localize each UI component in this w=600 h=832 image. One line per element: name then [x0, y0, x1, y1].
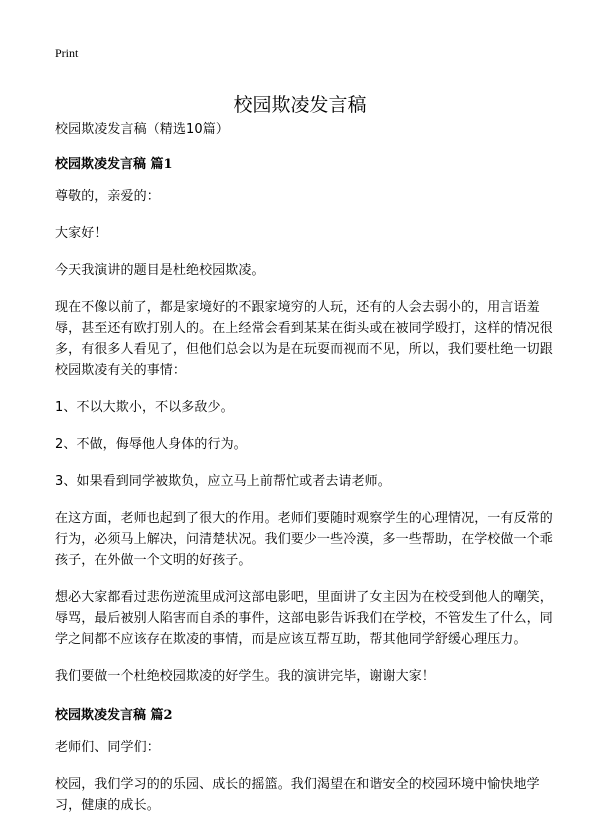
paragraph: 校园，我们学习的的乐园、成长的摇篮。我们渴望在和谐安全的校园环境中愉快地学习，健康的成长。	[55, 777, 540, 813]
paragraph: 现在不像以前了，都是家境好的不跟家境穷的人玩，还有的人会去弱小的，用言语羞辱，甚至还有欧打别人的。在上经常会看到某某在街头或在被同学殴打，这样的情况很多，有很多人看见了，但他们总会以为是在玩耍而视而不见，所以，我们要杜绝一切跟校园欺凌有关的事情：	[55, 300, 553, 378]
paragraph: 老师们、同学们：	[55, 740, 160, 755]
list-item: 3、如果看到同学被欺负，应立马上前帮忙或者去请老师。	[55, 474, 391, 489]
paragraph: 尊敬的，亲爱的：	[55, 189, 160, 204]
print-label: Print	[55, 46, 79, 60]
document-title: 校园欺凌发言稿	[233, 93, 367, 116]
paragraph: 大家好！	[55, 226, 108, 241]
paragraph: 在这方面，老师也起到了很大的作用。老师们要随时观察学生的心理情况，一有反常的行为，必须马上解决，问清楚状况。我们要少一些冷漠，多一些帮助，在学校做一个乖孩子，在外做一个文明的好孩子。	[55, 511, 553, 568]
paragraph: 今天我演讲的题目是杜绝校园欺凌。	[55, 263, 265, 278]
section-heading-2: 校园欺凌发言稿 篇2	[55, 708, 173, 723]
document-body	[55, 119, 555, 832]
paragraph: 我们要做一个杜绝校园欺凌的好学生。我的演讲完毕，谢谢大家！	[55, 669, 435, 684]
document-subtitle: 校园欺凌发言稿（精选10篇）	[55, 122, 229, 137]
list-item: 2、不做，侮辱他人身体的行为。	[55, 437, 247, 452]
section-heading-1: 校园欺凌发言稿 篇1	[55, 157, 173, 172]
paragraph: 想必大家都看过悲伤逆流里成河这部电影吧，里面讲了女主因为在校受到他人的嘲笑，辱骂，最后被别人陷害而自杀的事件，这部电影告诉我们在学校，不管发生了什么，同学之间都不应该存在欺凌的事情，而是应该互帮互助，帮其他同学舒缓心理压力。	[55, 590, 553, 647]
list-item: 1、不以大欺小，不以多敌少。	[55, 400, 234, 415]
